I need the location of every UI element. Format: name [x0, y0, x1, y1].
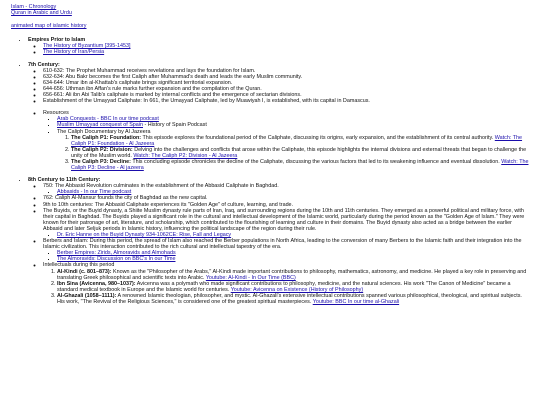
- episode-title: The Caliph P1: Foundation:: [71, 134, 142, 141]
- resources-item: [43, 110, 529, 171]
- al-kindi-link[interactable]: Youtube: Al-Kindi - In Our Time (BBC): [205, 274, 296, 281]
- list-item: [57, 129, 529, 172]
- top-links: [11, 4, 529, 16]
- byzantium-link[interactable]: The History of Byzantium [395-1453]: [43, 43, 131, 50]
- episode-title: The Caliph P3: Decline:: [71, 158, 131, 165]
- arab-conquests-link[interactable]: Arab Conquests - BBC In our time podcast: [57, 116, 159, 123]
- berber-empires-link[interactable]: Berber Empires: Zirids, Almoravids and Almohads: [57, 250, 176, 257]
- persia-link[interactable]: The History of Iran/Persia: [43, 49, 105, 56]
- almoravids-link[interactable]: The Almoravids: Discussion on BBC's In our Time: [57, 256, 176, 263]
- episode-text: This episode explores the foundational period of the Caliphate, discussing its origins, early expansion, and the establishment of its central authority.: [141, 134, 495, 141]
- episode-item: [71, 147, 529, 159]
- intellectual-item: [57, 269, 529, 281]
- event-text: Berbers and Islam: During this period, the spread of Islam also reached the Berber populations in North Africa, leading to the conversion of many Berbers to the Islamic faith and their integration into the Islamic civilization. This interaction contributed to the rich cultural and intellectual tapestry of the era.: [43, 238, 522, 251]
- list-item: ◦ 762: Caliph Al-Mansur founds the city of Baghdad as the new capital.: [43, 195, 529, 201]
- watch-p2-link[interactable]: Watch: The Caliph P2: Division - Al Jazeera: [133, 152, 238, 159]
- list-item: ◦ 9th to 10th centuries: The Abbasid Caliphate experiences its "Golden Age" of culture, learning, and trade.: [43, 202, 529, 208]
- section-title-empires: Empires Prior to Islam: [28, 37, 86, 44]
- intellectual-item: [57, 293, 529, 305]
- list-item: [43, 183, 529, 195]
- section-8th-11th-century: [28, 177, 529, 305]
- animated-map-link[interactable]: animated map of islamic history: [11, 23, 87, 30]
- watch-p3-link[interactable]: Watch: The Caliph P3: Decline - Al jazeera: [71, 158, 529, 172]
- list-item: ◦ 634-644: Umar ibn al-Khattab's caliphate brings significant territorial expansion.: [43, 80, 529, 86]
- umayyad-spain-link[interactable]: Muslim Umayyad conquest of Spain: [57, 122, 143, 129]
- event-text: 750: The Abbasid Revolution culminates in the establishment of the Abbasid Caliphate in Baghdad.: [43, 183, 279, 190]
- list-item: [43, 208, 529, 238]
- al-ghazali-link[interactable]: Youtube: BBC In our time al-Ghazali: [312, 299, 400, 306]
- episode-item: [71, 135, 529, 147]
- episode-title: The Caliph P2: Division:: [71, 146, 133, 153]
- episode-item: [71, 159, 529, 171]
- podcast-suffix: - History of Spain Podcast: [143, 122, 207, 129]
- caliph-documentary-label: The Caliph Documentary by Al Jazeera: [57, 128, 151, 135]
- intellectual-name: Ibn Sina (Avicenna, 980–1037):: [57, 280, 136, 287]
- episode-text: This concluding episode chronicles the decline of the Caliphate, discussing the various factors that led to its weakening influence and eventual dissolution.: [130, 158, 502, 165]
- intellectuals-label: Intellectuals during this period: [43, 262, 115, 269]
- list-item: [43, 262, 529, 305]
- intellectual-text: Known as the "Philosopher of the Arabs," Al-Kindi made important contributions to philosophy, mathematics, astronomy, and medicine. He played a key role in preserving and translating Greek philosophical and scientific texts into Arabic.: [57, 268, 527, 281]
- avicenna-link[interactable]: Youtube: Avicenna on Existence (History of Philosophy): [230, 286, 364, 293]
- list-item: ◦ 644-656: Uthman ibn Affan's rule marks further expansion and the compilation of the Quran.: [43, 86, 529, 92]
- list-item: ◦ 632-634: Abu Bakr becomes the first Caliph after Muhammad's death and leads the early Muslim community.: [43, 74, 529, 80]
- quran-link[interactable]: Quran in Arabic and Urdu: [11, 10, 72, 17]
- intellectual-text: A renowned Islamic theologian, philosopher, and mystic. Al-Ghazali's extensive intellectual contributions spanned various philosophical, theological, and spiritual subjects. His work, "The Revival of the Religious Sciences," is considered one of the greatest spiritual masterpieces.: [57, 292, 522, 306]
- list-item: [43, 238, 529, 262]
- section-title-7th-century: 7th Century:: [28, 61, 60, 68]
- intellectual-item: [57, 281, 529, 293]
- event-text: The Buyids, or the Buyid dynasty, a Shiite Muslim dynasty rule parts of Iran, Iraq, and surrounding regions during the 10th and 11th centuries. They emerged as a powerful political and military force, with their capital in Baghdad. The Buyids played a significant role in the cultural and intellectual development of the Islamic world, particularly during the period known as the "Golden Age of Islam." They were known for their patronage of art, literature, and scholarship, which contributed to the flourishing of learning and culture in their domains. The Buyid dynasty also acted as a bridge between the earlier Abbasid and later Seljuk periods in Islamic history, influencing the political landscape of the region during their rule.: [43, 207, 525, 232]
- buyid-link[interactable]: Dr. Eric Hanne on the Buyid Dynasty 934-1062CE: Rise, Fall and Legacy: [57, 232, 232, 238]
- section-empires: [28, 37, 529, 55]
- episode-text: Delving into the challenges and conflicts that arose within the Caliphate, this episode highlights the internal divisions and external threats that began to challenge the unity of the Muslim world.: [71, 146, 527, 159]
- intellectual-text: Avicenna was a polymath who made significant contributions to philosophy, medicine, and the natural sciences. His work "The Canon of Medicine" became a standard medical textbook in Europe and the Islamic world for centuries.: [57, 280, 511, 293]
- list-item: ◦ 610-632: The Prophet Muhammad receives revelations and lays the foundation for Islam.: [43, 68, 529, 74]
- list-item: [43, 49, 529, 55]
- section-7th-century: [28, 62, 529, 172]
- abbasids-link[interactable]: Abbasids - In our Time podcast: [57, 189, 132, 196]
- watch-p1-link[interactable]: Watch: The Caliph P1: Foundation - Al Jazeera: [71, 134, 523, 147]
- list-item: ◦ Establishment of the Umayyad Caliphate: In 661, the Umayyad Caliphate, led by Muawiyah I, is established, with its capital in Damascus.: [43, 98, 529, 104]
- intellectual-name: Al-Ghazali (1058–1111):: [57, 292, 117, 299]
- resources-label: Resources: [43, 110, 69, 117]
- list-item: ◦ 656-661: Ali ibn Abi Talib's caliphate is marked by internal conflicts and the emergence of sectarian divisions.: [43, 92, 529, 98]
- intellectual-name: Al-Kindi (c. 801–873):: [57, 268, 112, 275]
- section-title-8th-11th-century: 8th Century to 11th Century:: [28, 177, 101, 184]
- timeline-list: [11, 37, 529, 305]
- chronology-link[interactable]: Islam - Chronology: [11, 4, 57, 10]
